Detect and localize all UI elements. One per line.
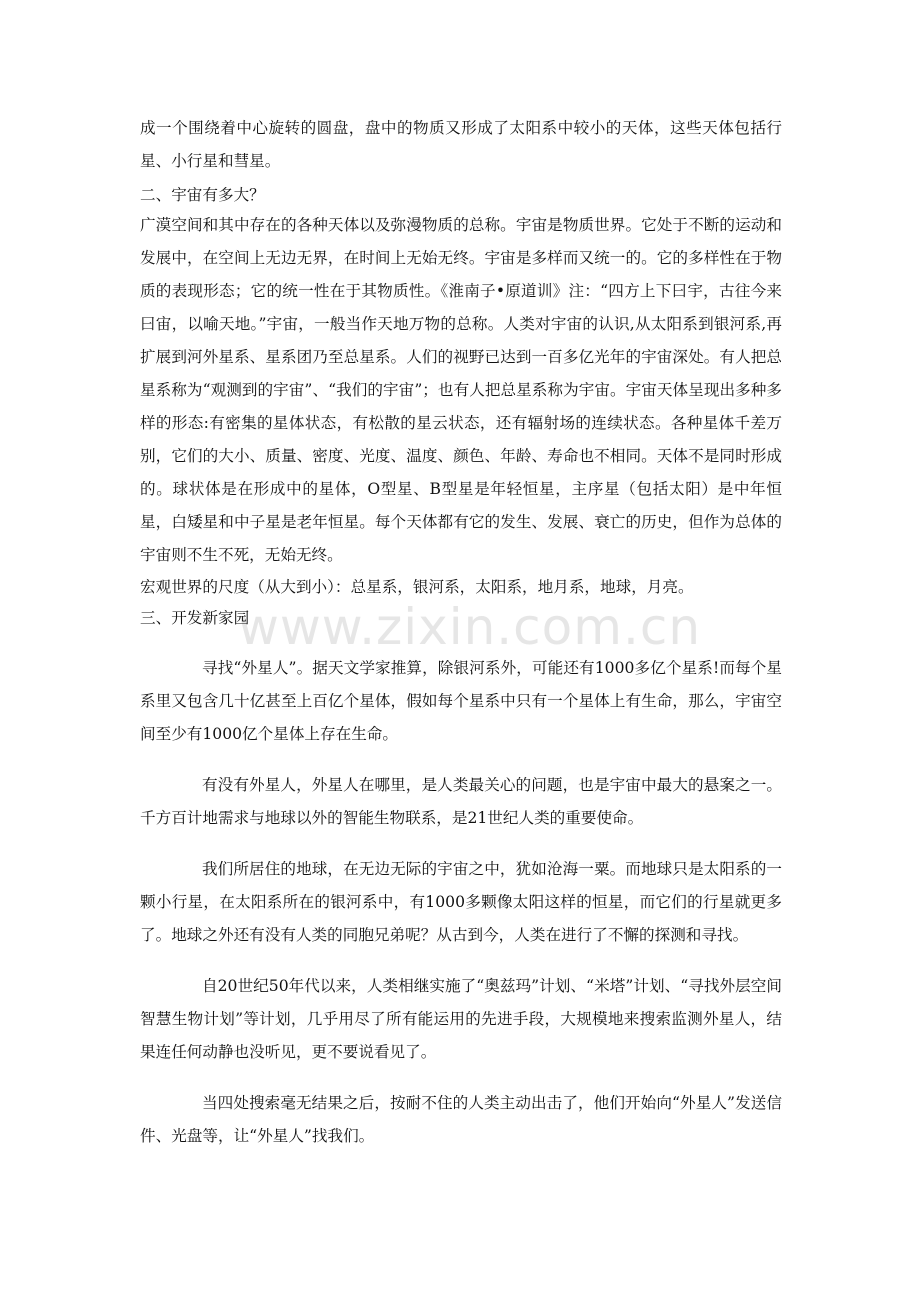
paragraph-earth-in-universe: 我们所居住的地球，在无边无际的宇宙之中，犹如沧海一粟。而地球只是太阳系的一颗小行星，在太阳系所在的银河系中，有1000多颗像太阳这样的恒星，而它们的行星就更多了。地球之外还有没有人类的同胞兄弟呢？从古到今，人类在进行了不懈的探测和寻找。 [140,860,782,944]
paragraph-send-messages: 当四处搜索毫无结果之后，按耐不住的人类主动出击了，他们开始向“外星人”发送信件、光盘等，让“外星人”找我们。 [140,1094,782,1145]
section-heading-new-home: 三、开发新家园 [140,609,250,627]
paragraph-universe-definition: 广漠空间和其中存在的各种天体以及弥漫物质的总称。宇宙是物质世界。它处于不断的运动和发展中，在空间上无边无界，在时间上无始无终。宇宙是多样而又统一的。它的多样性在于物质的表现形态；它的统一性在于其物质性。《淮南子•原道训》注：“四方上下曰宇，古往今来曰宙，以喻天地。”宇宙，一般当作天地万物的总称。人类对宇宙的认识,从太阳系到银河系,再扩展到河外星系、星系团乃至总星系。人们的视野已达到一百多亿光年的宇宙深处。有人把总星系称为“观测到的宇宙”、“我们的宇宙”；也有人把总星系称为宇宙。宇宙天体呈现出多种多样的形态:有密集的星体状态，有松散的星云状态，还有辐射场的连续状态。各种星体千差万别，它们的大小、质量、密度、光度、温度、颜色、年龄、寿命也不相同。天体不是同时形成的。球状体是在形成中的星体，O型星、B型星是年轻恒星，主序星（包括太阳）是中年恒星，白矮星和中子星是老年恒星。每个天体都有它的发生、发展、衰亡的历史，但作为总体的宇宙则不生不死，无始无终。 [140,216,782,564]
paragraph-alien-question: 有没有外星人，外星人在哪里，是人类最关心的问题，也是宇宙中最大的悬案之一。千方百计地需求与地球以外的智能生物联系，是21世纪人类的重要使命。 [140,776,782,827]
watermark: www.zixin.com.cn [238,598,702,656]
paragraph-intro-continued: 成一个围绕着中心旋转的圆盘，盘中的物质又形成了太阳系中较小的天体，这些天体包括行星、小行星和彗星。 [140,119,782,170]
paragraph-search-aliens: 寻找“外星人”。据天文学家推算，除银河系外，可能还有1000多亿个星系!而每个星系里又包含几十亿甚至上百亿个星体，假如每个星系中只有一个星体上有生命，那么，宇宙空间至少有1000亿个星体上存在生命。 [140,659,782,743]
document-page [140,112,782,1153]
section-heading-universe-size: 二、宇宙有多大？ [140,186,265,204]
paragraph-search-programs: 自20世纪50年代以来，人类相继实施了“奥兹玛”计划、“米塔”计划、“寻找外层空间智慧生物计划”等计划，几乎用尽了所有能运用的先进手段，大规模地来搜索监测外星人，结果连任何动静也没听见，更不要说看见了。 [140,977,782,1061]
paragraph-macro-scale: 宏观世界的尺度（从大到小）：总星系，银河系，太阳系，地月系，地球，月亮。 [140,578,694,596]
